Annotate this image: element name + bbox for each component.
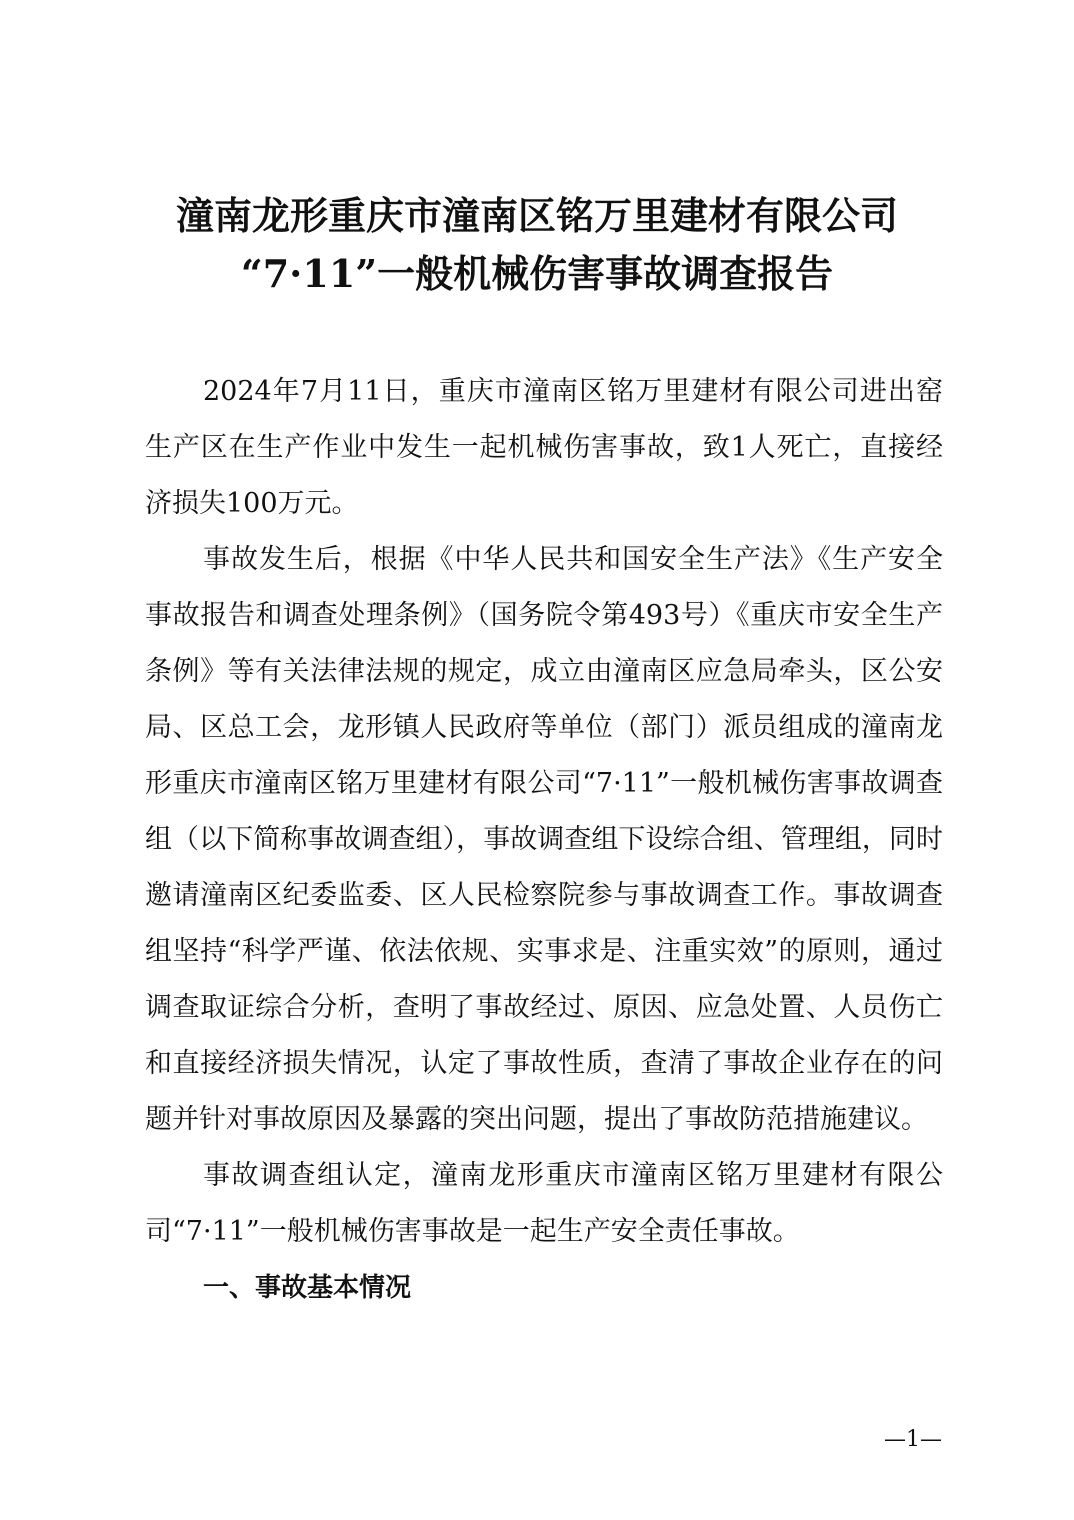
- report-title-line-2: “7·11”一般机械伤害事故调查报告: [240, 251, 834, 296]
- page-number: —1—: [884, 1427, 942, 1452]
- paragraph-incident-summary: 2024年7月11日，重庆市潼南区铭万里建材有限公司进出窑生产区在生产作业中发生一起机械伤害事故，致1人死亡，直接经济损失100万元。: [145, 376, 943, 519]
- paragraph-investigation-basis: 事故发生后，根据《中华人民共和国安全生产法》《生产安全事故报告和调查处理条例》（国务院令第493号）《重庆市安全生产条例》等有关法律法规的规定，成立由潼南区应急局牵头，区公安局、区总工会，龙形镇人民政府等单位（部门）派员组成的潼南龙形重庆市潼南区铭万里建材有限公司“7·11”一般机械伤害事故调查组（以下简称事故调查组），事故调查组下设综合组、管理组，同时邀请潼南区纪委监委、区人民检察院参与事故调查工作。事故调查组坚持“科学严谨、依法依规、实事求是、注重实效”的原则，通过调查取证综合分析，查明了事故经过、原因、应急处置、人员伤亡和直接经济损失情况，认定了事故性质，查清了事故企业存在的问题并针对事故原因及暴露的突出问题，提出了事故防范措施建议。: [145, 544, 943, 1135]
- report-body: [145, 364, 943, 1316]
- report-title-line-1: 潼南龙形重庆市潼南区铭万里建材有限公司: [175, 193, 898, 238]
- paragraph-accident-determination: 事故调查组认定，潼南龙形重庆市潼南区铭万里建材有限公司“7·11”一般机械伤害事故是一起生产安全责任事故。: [145, 1160, 943, 1247]
- section-heading-basic-situation: 一、事故基本情况: [203, 1273, 412, 1303]
